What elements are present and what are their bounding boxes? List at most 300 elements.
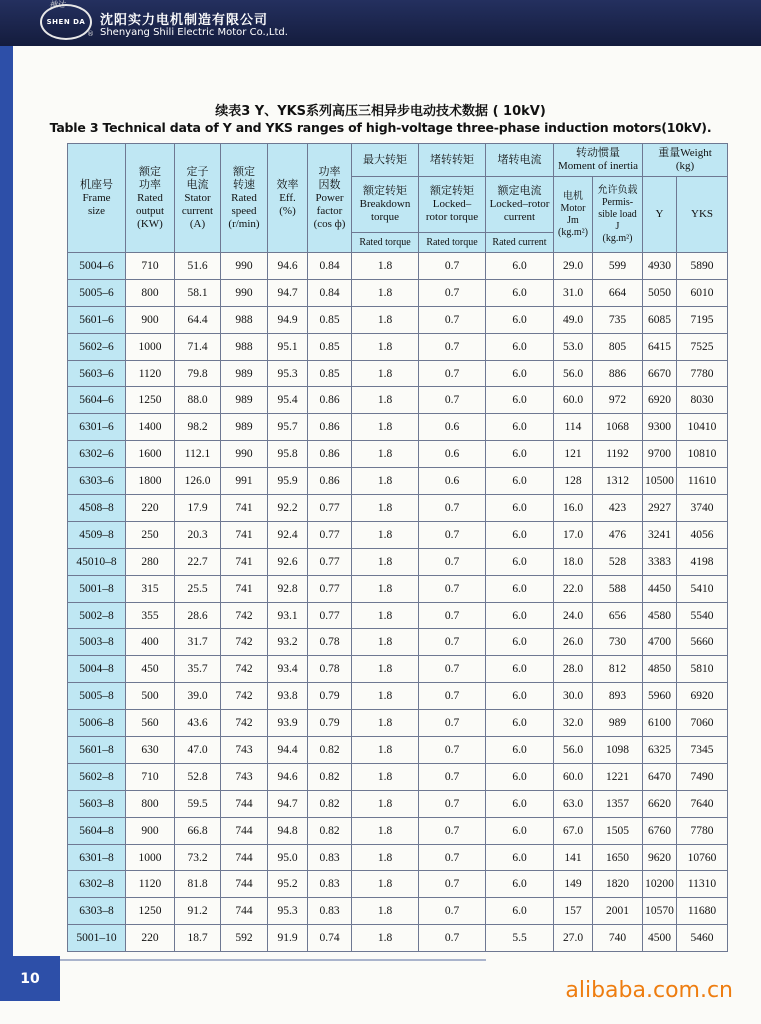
table-cell: 94.7 xyxy=(268,279,308,306)
table-row xyxy=(68,333,728,360)
table-cell: 6920 xyxy=(643,387,677,414)
table-cell: 1.8 xyxy=(352,817,419,844)
header-lcurrent-top: 堵转电流 xyxy=(486,144,554,177)
table-cell: 4198 xyxy=(677,548,728,575)
table-cell: 10810 xyxy=(677,441,728,468)
table-cell: 744 xyxy=(221,790,268,817)
table-cell: 500 xyxy=(126,683,175,710)
frame-size-cell: 4509–8 xyxy=(68,521,126,548)
table-cell: 94.6 xyxy=(268,763,308,790)
table-cell: 742 xyxy=(221,683,268,710)
table-cell: 710 xyxy=(126,253,175,280)
table-cell: 17.0 xyxy=(554,521,593,548)
table-cell: 6.0 xyxy=(486,629,554,656)
table-cell: 6.0 xyxy=(486,279,554,306)
table-cell: 10200 xyxy=(643,871,677,898)
table-cell: 1.8 xyxy=(352,253,419,280)
table-cell: 4700 xyxy=(643,629,677,656)
table-cell: 31.7 xyxy=(175,629,221,656)
table-cell: 92.6 xyxy=(268,548,308,575)
table-cell: 8030 xyxy=(677,387,728,414)
table-cell: 5890 xyxy=(677,253,728,280)
table-cell: 1.8 xyxy=(352,360,419,387)
table-cell: 5410 xyxy=(677,575,728,602)
table-cell: 52.8 xyxy=(175,763,221,790)
frame-size-cell: 5005–8 xyxy=(68,683,126,710)
table-cell: 989 xyxy=(221,360,268,387)
table-cell: 18.0 xyxy=(554,548,593,575)
table-cell: 0.7 xyxy=(419,925,486,952)
registered-mark: ® xyxy=(87,30,94,38)
table-cell: 11310 xyxy=(677,871,728,898)
table-cell: 60.0 xyxy=(554,387,593,414)
table-cell: 744 xyxy=(221,871,268,898)
frame-size-cell: 5004–8 xyxy=(68,656,126,683)
frame-size-cell: 5005–6 xyxy=(68,279,126,306)
table-row xyxy=(68,548,728,575)
table-cell: 43.6 xyxy=(175,710,221,737)
table-cell: 114 xyxy=(554,414,593,441)
table-cell: 24.0 xyxy=(554,602,593,629)
table-cell: 6.0 xyxy=(486,790,554,817)
table-cell: 1.8 xyxy=(352,333,419,360)
side-bar xyxy=(0,46,13,956)
table-cell: 93.1 xyxy=(268,602,308,629)
table-cell: 0.7 xyxy=(419,602,486,629)
table-cell: 6.0 xyxy=(486,817,554,844)
table-cell: 4580 xyxy=(643,602,677,629)
frame-size-cell: 45010–8 xyxy=(68,548,126,575)
table-cell: 0.7 xyxy=(419,737,486,764)
table-row xyxy=(68,441,728,468)
header-moment-of-inertia: 转动惯量 Moment of inertia xyxy=(554,144,643,177)
table-cell: 280 xyxy=(126,548,175,575)
table-cell: 0.82 xyxy=(308,737,352,764)
table-cell: 1250 xyxy=(126,387,175,414)
table-row xyxy=(68,710,728,737)
table-cell: 990 xyxy=(221,441,268,468)
table-cell: 6.0 xyxy=(486,898,554,925)
table-cell: 0.83 xyxy=(308,871,352,898)
table-cell: 6.0 xyxy=(486,683,554,710)
frame-size-cell: 5601–8 xyxy=(68,737,126,764)
table-cell: 93.9 xyxy=(268,710,308,737)
frame-size-cell: 5002–8 xyxy=(68,602,126,629)
table-cell: 1.8 xyxy=(352,414,419,441)
table-cell: 157 xyxy=(554,898,593,925)
table-cell: 93.2 xyxy=(268,629,308,656)
table-cell: 0.7 xyxy=(419,306,486,333)
frame-size-cell: 6302–8 xyxy=(68,871,126,898)
table-cell: 6.0 xyxy=(486,253,554,280)
table-cell: 3383 xyxy=(643,548,677,575)
table-cell: 20.3 xyxy=(175,521,221,548)
table-cell: 10410 xyxy=(677,414,728,441)
table-cell: 39.0 xyxy=(175,683,221,710)
table-cell: 0.86 xyxy=(308,387,352,414)
table-cell: 1.8 xyxy=(352,898,419,925)
table-cell: 91.9 xyxy=(268,925,308,952)
table-cell: 88.0 xyxy=(175,387,221,414)
frame-size-cell: 5603–8 xyxy=(68,790,126,817)
table-cell: 0.7 xyxy=(419,656,486,683)
table-cell: 5810 xyxy=(677,656,728,683)
table-cell: 0.7 xyxy=(419,279,486,306)
table-cell: 0.7 xyxy=(419,360,486,387)
table-cell: 972 xyxy=(593,387,643,414)
table-cell: 1505 xyxy=(593,817,643,844)
table-cell: 7525 xyxy=(677,333,728,360)
table-cell: 25.5 xyxy=(175,575,221,602)
table-cell: 6470 xyxy=(643,763,677,790)
header-locked-rotor-current: 额定电流 Locked–rotor current xyxy=(486,177,554,233)
table-cell: 0.85 xyxy=(308,306,352,333)
table-cell: 989 xyxy=(593,710,643,737)
table-cell: 355 xyxy=(126,602,175,629)
table-cell: 1.8 xyxy=(352,683,419,710)
table-cell: 742 xyxy=(221,602,268,629)
table-cell: 0.6 xyxy=(419,468,486,495)
table-cell: 28.6 xyxy=(175,602,221,629)
table-cell: 0.7 xyxy=(419,629,486,656)
table-cell: 6.0 xyxy=(486,656,554,683)
table-cell: 805 xyxy=(593,333,643,360)
table-cell: 0.86 xyxy=(308,441,352,468)
table-cell: 742 xyxy=(221,629,268,656)
table-cell: 886 xyxy=(593,360,643,387)
table-cell: 423 xyxy=(593,495,643,522)
table-cell: 66.8 xyxy=(175,817,221,844)
table-cell: 0.7 xyxy=(419,575,486,602)
table-cell: 1.8 xyxy=(352,279,419,306)
table-row xyxy=(68,521,728,548)
table-cell: 4450 xyxy=(643,575,677,602)
table-title-cn: 续表3 Y、YKS系列高压三相异步电动技术数据 ( 10kV) xyxy=(215,104,546,119)
table-cell: 0.7 xyxy=(419,253,486,280)
table-cell: 2927 xyxy=(643,495,677,522)
table-cell: 989 xyxy=(221,387,268,414)
table-cell: 6.0 xyxy=(486,441,554,468)
table-cell: 1192 xyxy=(593,441,643,468)
frame-size-cell: 5004–6 xyxy=(68,253,126,280)
header-weight-yks: YKS xyxy=(677,177,728,253)
frame-size-cell: 5601–6 xyxy=(68,306,126,333)
table-cell: 59.5 xyxy=(175,790,221,817)
header-breakdown-bottom: Rated torque xyxy=(352,233,419,253)
table-cell: 0.77 xyxy=(308,548,352,575)
table-cell: 6.0 xyxy=(486,871,554,898)
table-cell: 6010 xyxy=(677,279,728,306)
table-cell: 710 xyxy=(126,763,175,790)
table-cell: 0.7 xyxy=(419,548,486,575)
table-cell: 0.82 xyxy=(308,817,352,844)
table-cell: 1.8 xyxy=(352,710,419,737)
table-cell: 1.8 xyxy=(352,495,419,522)
table-cell: 4500 xyxy=(643,925,677,952)
table-cell: 1120 xyxy=(126,871,175,898)
technical-data-table xyxy=(67,143,728,952)
table-cell: 220 xyxy=(126,495,175,522)
table-cell: 81.8 xyxy=(175,871,221,898)
table-cell: 800 xyxy=(126,279,175,306)
table-cell: 0.7 xyxy=(419,495,486,522)
table-cell: 735 xyxy=(593,306,643,333)
table-row xyxy=(68,495,728,522)
table-cell: 95.0 xyxy=(268,844,308,871)
table-row xyxy=(68,737,728,764)
frame-size-cell: 5001–10 xyxy=(68,925,126,952)
frame-size-cell: 5602–6 xyxy=(68,333,126,360)
table-cell: 315 xyxy=(126,575,175,602)
header-stator-current: 定子 电流 Stator current (A) xyxy=(175,144,221,253)
table-cell: 1400 xyxy=(126,414,175,441)
table-row xyxy=(68,279,728,306)
table-cell: 5.5 xyxy=(486,925,554,952)
table-cell: 92.8 xyxy=(268,575,308,602)
table-cell: 0.78 xyxy=(308,629,352,656)
table-cell: 3740 xyxy=(677,495,728,522)
table-cell: 28.0 xyxy=(554,656,593,683)
table-row xyxy=(68,763,728,790)
table-cell: 0.77 xyxy=(308,575,352,602)
table-cell: 5460 xyxy=(677,925,728,952)
table-cell: 0.83 xyxy=(308,844,352,871)
table-cell: 29.0 xyxy=(554,253,593,280)
table-cell: 0.7 xyxy=(419,871,486,898)
table-cell: 1.8 xyxy=(352,737,419,764)
table-cell: 4850 xyxy=(643,656,677,683)
table-cell: 9700 xyxy=(643,441,677,468)
table-cell: 112.1 xyxy=(175,441,221,468)
table-cell: 94.4 xyxy=(268,737,308,764)
table-cell: 6.0 xyxy=(486,333,554,360)
table-cell: 0.84 xyxy=(308,253,352,280)
table-cell: 60.0 xyxy=(554,763,593,790)
table-cell: 128 xyxy=(554,468,593,495)
table-cell: 742 xyxy=(221,656,268,683)
table-cell: 1.8 xyxy=(352,844,419,871)
table-row xyxy=(68,387,728,414)
table-cell: 0.79 xyxy=(308,683,352,710)
table-cell: 91.2 xyxy=(175,898,221,925)
table-cell: 990 xyxy=(221,279,268,306)
table-cell: 6.0 xyxy=(486,763,554,790)
table-cell: 4056 xyxy=(677,521,728,548)
frame-size-cell: 6302–6 xyxy=(68,441,126,468)
table-cell: 6.0 xyxy=(486,521,554,548)
table-cell: 6.0 xyxy=(486,548,554,575)
table-cell: 1800 xyxy=(126,468,175,495)
table-cell: 6.0 xyxy=(486,575,554,602)
table-cell: 630 xyxy=(126,737,175,764)
table-cell: 812 xyxy=(593,656,643,683)
table-cell: 10500 xyxy=(643,468,677,495)
table-cell: 4930 xyxy=(643,253,677,280)
header-lcurrent-bottom: Rated current xyxy=(486,233,554,253)
table-cell: 1068 xyxy=(593,414,643,441)
frame-size-cell: 6301–8 xyxy=(68,844,126,871)
table-row xyxy=(68,683,728,710)
table-cell: 92.2 xyxy=(268,495,308,522)
table-cell: 22.7 xyxy=(175,548,221,575)
table-cell: 0.77 xyxy=(308,495,352,522)
table-cell: 1820 xyxy=(593,871,643,898)
table-row xyxy=(68,306,728,333)
table-cell: 5050 xyxy=(643,279,677,306)
table-cell: 741 xyxy=(221,575,268,602)
table-row xyxy=(68,414,728,441)
table-cell: 121 xyxy=(554,441,593,468)
table-cell: 743 xyxy=(221,737,268,764)
table-cell: 0.86 xyxy=(308,468,352,495)
table-row xyxy=(68,468,728,495)
table-cell: 1000 xyxy=(126,844,175,871)
table-cell: 7195 xyxy=(677,306,728,333)
table-cell: 7060 xyxy=(677,710,728,737)
table-cell: 1.8 xyxy=(352,441,419,468)
table-row xyxy=(68,925,728,952)
frame-size-cell: 4508–8 xyxy=(68,495,126,522)
table-cell: 18.7 xyxy=(175,925,221,952)
table-cell: 0.6 xyxy=(419,441,486,468)
table-cell: 94.7 xyxy=(268,790,308,817)
table-cell: 1.8 xyxy=(352,575,419,602)
table-cell: 6920 xyxy=(677,683,728,710)
table-row xyxy=(68,253,728,280)
table-cell: 7640 xyxy=(677,790,728,817)
table-cell: 742 xyxy=(221,710,268,737)
table-cell: 0.7 xyxy=(419,763,486,790)
table-cell: 6670 xyxy=(643,360,677,387)
company-logo xyxy=(40,4,92,40)
table-cell: 1.8 xyxy=(352,387,419,414)
table-cell: 51.6 xyxy=(175,253,221,280)
watermark: alibaba.com.cn xyxy=(565,978,733,1003)
table-cell: 6.0 xyxy=(486,468,554,495)
table-cell: 0.85 xyxy=(308,333,352,360)
table-cell: 0.77 xyxy=(308,521,352,548)
table-cell: 0.85 xyxy=(308,360,352,387)
table-cell: 900 xyxy=(126,817,175,844)
table-cell: 741 xyxy=(221,548,268,575)
table-cell: 6.0 xyxy=(486,306,554,333)
table-cell: 56.0 xyxy=(554,360,593,387)
table-cell: 1250 xyxy=(126,898,175,925)
table-cell: 528 xyxy=(593,548,643,575)
table-cell: 5960 xyxy=(643,683,677,710)
header-inertia-motor: 电机 Motor Jm (kg.m²) xyxy=(554,177,593,253)
table-cell: 95.3 xyxy=(268,898,308,925)
table-cell: 991 xyxy=(221,468,268,495)
table-cell: 49.0 xyxy=(554,306,593,333)
table-cell: 988 xyxy=(221,306,268,333)
table-cell: 989 xyxy=(221,414,268,441)
table-cell: 900 xyxy=(126,306,175,333)
table-cell: 0.86 xyxy=(308,414,352,441)
company-name-cn: 沈阳实力电机制造有限公司 xyxy=(100,13,269,28)
table-title-en: Table 3 Technical data of Y and YKS ranges of high-voltage three-phase induction motors(10kV). xyxy=(49,120,712,135)
table-cell: 56.0 xyxy=(554,737,593,764)
table-cell: 6.0 xyxy=(486,387,554,414)
table-cell: 22.0 xyxy=(554,575,593,602)
table-cell: 1357 xyxy=(593,790,643,817)
table-cell: 6100 xyxy=(643,710,677,737)
table-cell: 0.7 xyxy=(419,333,486,360)
table-cell: 2001 xyxy=(593,898,643,925)
table-cell: 592 xyxy=(221,925,268,952)
table-cell: 11680 xyxy=(677,898,728,925)
table-row xyxy=(68,575,728,602)
table-cell: 93.4 xyxy=(268,656,308,683)
table-cell: 1.8 xyxy=(352,871,419,898)
table-cell: 67.0 xyxy=(554,817,593,844)
table-cell: 6.0 xyxy=(486,602,554,629)
table-cell: 98.2 xyxy=(175,414,221,441)
table-cell: 94.8 xyxy=(268,817,308,844)
table-cell: 0.79 xyxy=(308,710,352,737)
table-cell: 741 xyxy=(221,521,268,548)
header-inertia-load: 允许负载 Permis- sible load J (kg.m²) xyxy=(593,177,643,253)
table-cell: 1.8 xyxy=(352,602,419,629)
table-row xyxy=(68,817,728,844)
table-row xyxy=(68,656,728,683)
table-cell: 599 xyxy=(593,253,643,280)
table-cell: 0.7 xyxy=(419,521,486,548)
header-weight: 重量Weight (kg) xyxy=(643,144,728,177)
table-cell: 95.4 xyxy=(268,387,308,414)
table-cell: 1000 xyxy=(126,333,175,360)
page-header xyxy=(0,0,761,46)
table-cell: 0.77 xyxy=(308,602,352,629)
header-power-factor: 功率 因数 Power factor (cos ф) xyxy=(308,144,352,253)
table-cell: 10760 xyxy=(677,844,728,871)
table-body xyxy=(68,253,728,952)
table-cell: 95.2 xyxy=(268,871,308,898)
table-cell: 0.7 xyxy=(419,790,486,817)
table-cell: 1.8 xyxy=(352,306,419,333)
table-cell: 400 xyxy=(126,629,175,656)
table-cell: 6.0 xyxy=(486,360,554,387)
table-cell: 6.0 xyxy=(486,495,554,522)
frame-size-cell: 5604–8 xyxy=(68,817,126,844)
table-cell: 58.1 xyxy=(175,279,221,306)
table-cell: 450 xyxy=(126,656,175,683)
table-cell: 126.0 xyxy=(175,468,221,495)
table-row xyxy=(68,629,728,656)
table-cell: 1.8 xyxy=(352,925,419,952)
table-cell: 7780 xyxy=(677,360,728,387)
frame-size-cell: 5006–8 xyxy=(68,710,126,737)
table-cell: 988 xyxy=(221,333,268,360)
table-cell: 95.8 xyxy=(268,441,308,468)
table-row xyxy=(68,871,728,898)
table-cell: 744 xyxy=(221,898,268,925)
logo-top-text: 神达 xyxy=(49,0,65,9)
table-cell: 6325 xyxy=(643,737,677,764)
table-cell: 730 xyxy=(593,629,643,656)
table-cell: 893 xyxy=(593,683,643,710)
table-cell: 656 xyxy=(593,602,643,629)
table-cell: 0.7 xyxy=(419,898,486,925)
table-cell: 93.8 xyxy=(268,683,308,710)
table-cell: 1221 xyxy=(593,763,643,790)
table-cell: 6415 xyxy=(643,333,677,360)
table-cell: 27.0 xyxy=(554,925,593,952)
table-row xyxy=(68,898,728,925)
table-cell: 6.0 xyxy=(486,414,554,441)
table-cell: 6085 xyxy=(643,306,677,333)
table-cell: 9620 xyxy=(643,844,677,871)
